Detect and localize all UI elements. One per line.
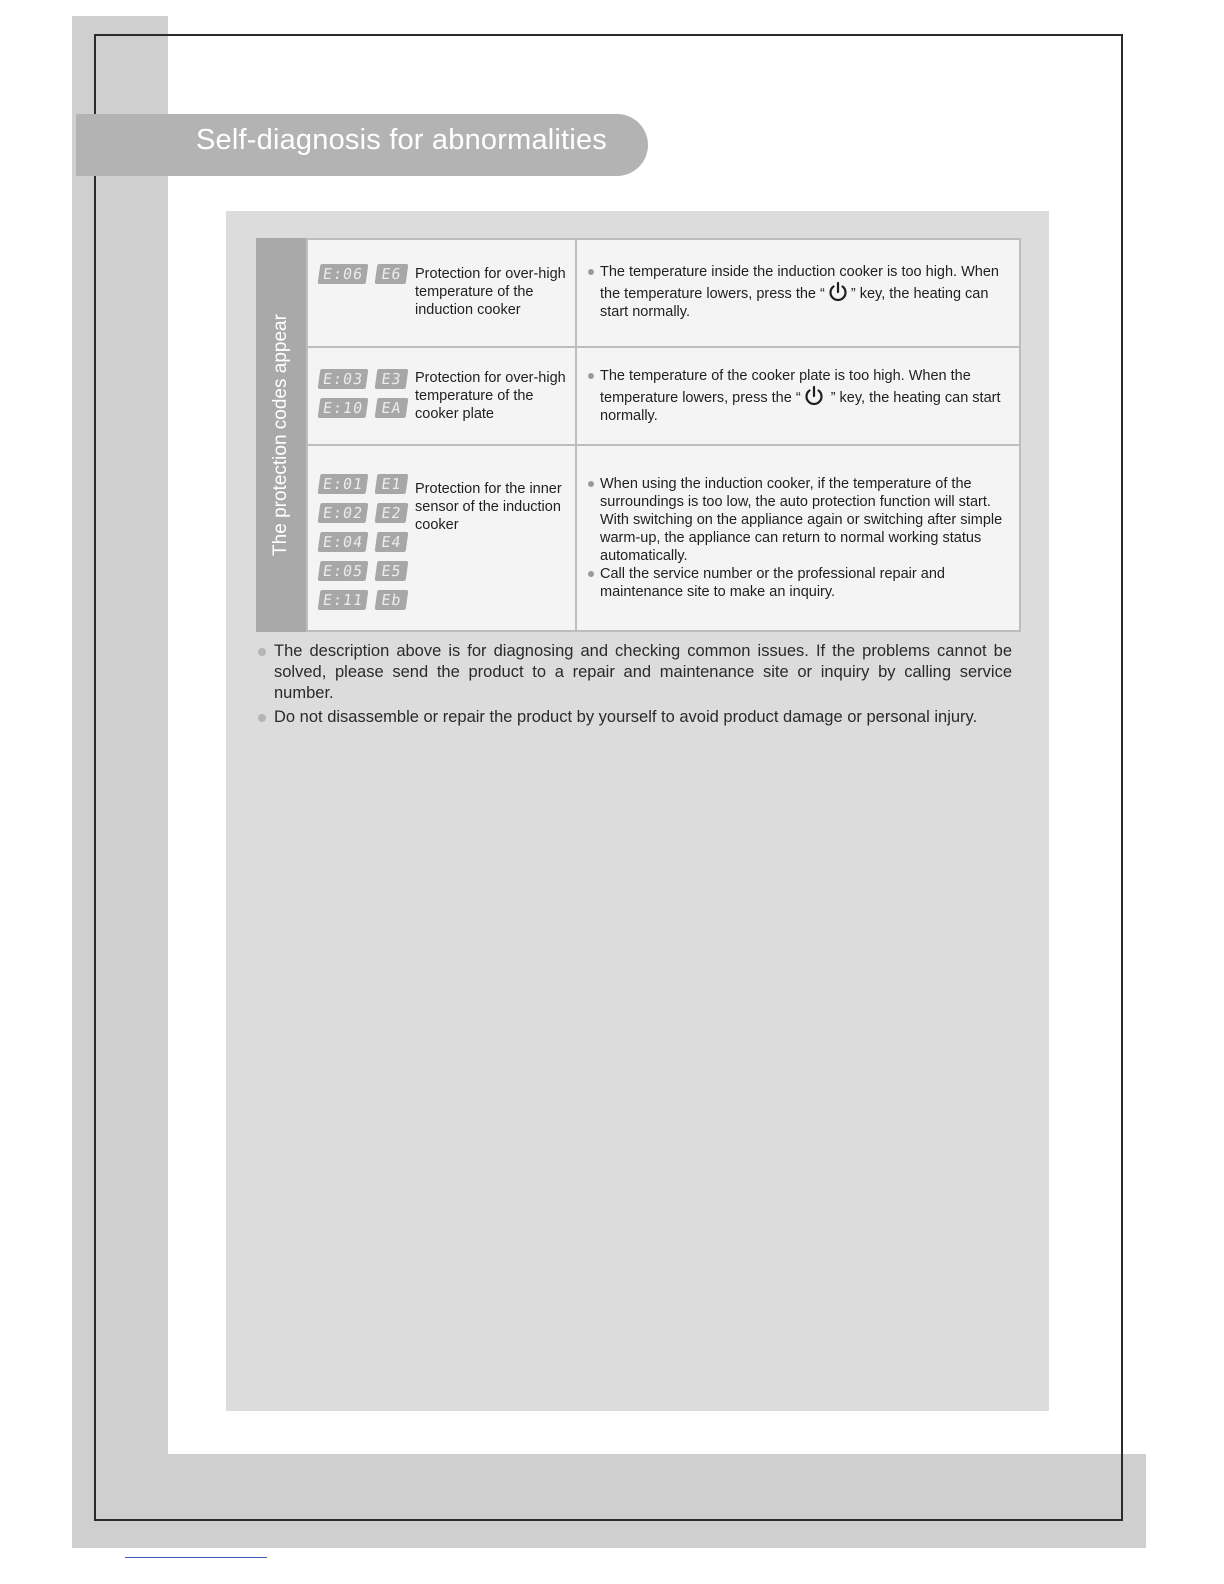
- error-code-display: E:11: [318, 590, 369, 610]
- error-code-display: E:10: [318, 398, 369, 418]
- remedy-text: [586, 475, 1018, 601]
- remedy-item: Call the service number or the professional repair and maintenance site to make an inquiry.: [586, 565, 1018, 601]
- error-codes: [319, 264, 407, 293]
- table-row: [308, 348, 1019, 446]
- error-code-display: E:03: [318, 369, 369, 389]
- code-pair: [319, 398, 407, 427]
- error-code-display: E:04: [318, 532, 369, 552]
- code-description: Protection for the inner sensor of the induction cooker: [415, 481, 562, 533]
- error-code-display: E:01: [318, 474, 369, 494]
- column-divider: [575, 348, 577, 444]
- code-pair: [319, 474, 407, 503]
- code-pair: [319, 561, 407, 590]
- remedy-item: The temperature inside the induction cooker is too high. When the temperature lowers, press the “ ” key, the heating can start normally.: [586, 263, 1018, 321]
- protection-codes-table: [306, 238, 1021, 632]
- side-label-bar: [256, 238, 306, 632]
- error-codes: [319, 474, 407, 619]
- error-code-display: E:05: [318, 561, 369, 581]
- error-code-display: E:02: [318, 503, 369, 523]
- error-code-display: EA: [375, 398, 409, 418]
- error-code-display: E:06: [318, 264, 369, 284]
- footer-rule: [125, 1557, 267, 1558]
- error-code-display: E2: [375, 503, 409, 523]
- code-description: Protection for over-high temperature of the cooker plate: [415, 370, 566, 422]
- column-divider: [575, 446, 577, 630]
- code-description: Protection for over-high temperature of the induction cooker: [415, 266, 566, 318]
- code-pair: [319, 369, 407, 398]
- section-title-tab: [76, 114, 648, 176]
- table-row: [308, 240, 1019, 348]
- remedy-text: [586, 367, 1018, 425]
- error-code-display: E1: [375, 474, 409, 494]
- remedy-item: When using the induction cooker, if the temperature of the surroundings is too low, the auto protection function will start. With switching on the appliance again or switching after simple warm-up, the appliance can return to normal working status automatically.: [586, 475, 1018, 565]
- power-icon: [803, 385, 825, 407]
- error-code-display: E6: [375, 264, 409, 284]
- code-pair: [319, 503, 407, 532]
- table-row: [308, 446, 1019, 630]
- code-pair: [319, 590, 407, 619]
- note-item: Do not disassemble or repair the product by yourself to avoid product damage or personal injury.: [256, 707, 1012, 728]
- code-pair: [319, 264, 407, 293]
- page-title: Self-diagnosis for abnormalities: [196, 124, 607, 156]
- error-code-display: E4: [375, 532, 409, 552]
- remedy-text: [586, 263, 1018, 321]
- power-icon: [827, 281, 849, 303]
- notes-list: [256, 641, 1012, 731]
- error-code-display: E5: [375, 561, 409, 581]
- side-label-text: The protection codes appear: [270, 314, 291, 556]
- remedy-item: The temperature of the cooker plate is too high. When the temperature lowers, press the “ ” key, the heating can start normally.: [586, 367, 1018, 425]
- error-code-display: Eb: [375, 590, 409, 610]
- note-item: The description above is for diagnosing and checking common issues. If the problems cannot be solved, please send the product to a repair and maintenance site or inquiry by calling service number.: [256, 641, 1012, 704]
- error-code-display: E3: [375, 369, 409, 389]
- error-codes: [319, 369, 407, 427]
- code-pair: [319, 532, 407, 561]
- column-divider: [575, 240, 577, 346]
